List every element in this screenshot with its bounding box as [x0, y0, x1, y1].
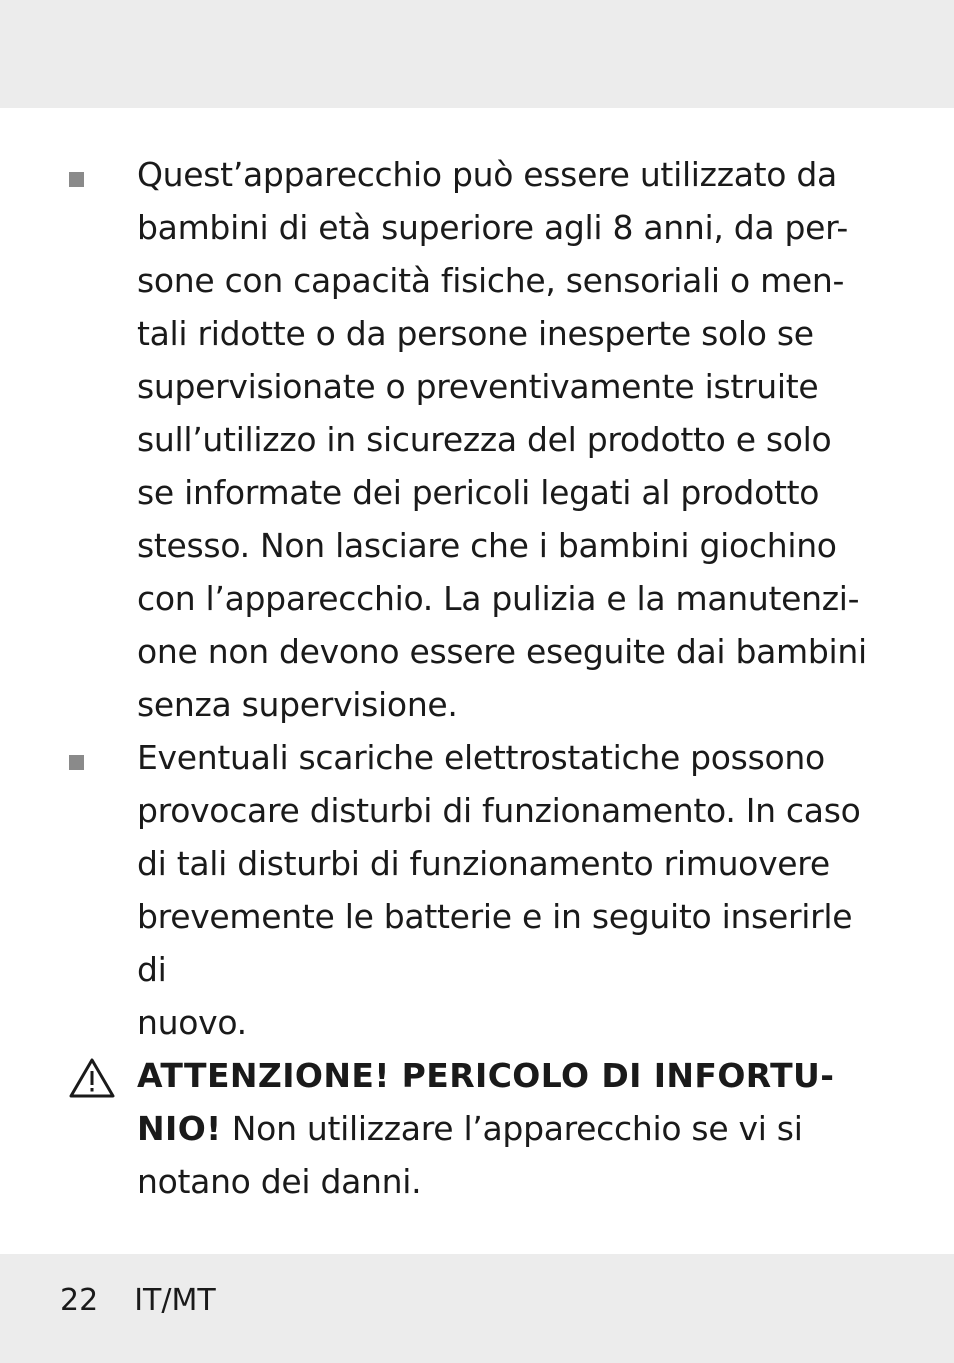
- page-number: 22: [60, 1283, 99, 1318]
- square-bullet-icon: [69, 755, 84, 770]
- language-code: IT/MT: [134, 1283, 216, 1318]
- warning-title-end: NIO!: [137, 1109, 222, 1148]
- item-line: nuovo.: [137, 1003, 247, 1042]
- item-line: stesso. Non lasciare che i bambini giochino: [137, 526, 837, 565]
- warning-item: [0, 1049, 885, 1208]
- warning-line: [137, 1102, 885, 1155]
- item-line: tali ridotte o da persone inesperte solo se: [137, 314, 814, 353]
- warning-title: ATTENZIONE! PERICOLO DI INFORTU-: [137, 1056, 835, 1095]
- item-line: con l’apparecchio. La pulizia e la manutenzi-: [137, 579, 860, 618]
- warning-text: Non utilizzare l’apparecchio se vi si: [221, 1109, 803, 1148]
- item-line: bambini di età superiore agli 8 anni, da per-: [137, 208, 848, 247]
- list-item: [0, 148, 885, 731]
- item-line: se informate dei pericoli legati al prodotto: [137, 473, 820, 512]
- item-line: provocare disturbi di funzionamento. In caso: [137, 791, 861, 830]
- item-line: senza supervisione.: [137, 685, 458, 724]
- item-line: Eventuali scariche elettrostatiche possono: [137, 738, 825, 777]
- item-line: sone con capacità fisiche, sensoriali o men-: [137, 261, 845, 300]
- item-line: one non devono essere eseguite dai bambini: [137, 632, 867, 671]
- header-band: [0, 0, 954, 108]
- item-line: brevemente le batterie e in seguito inserirle di: [137, 897, 853, 989]
- square-bullet-icon: [69, 172, 84, 187]
- item-line: di tali disturbi di funzionamento rimuovere: [137, 844, 830, 883]
- item-line: Quest’apparecchio può essere utilizzato da: [137, 155, 837, 194]
- item-line: sull’utilizzo in sicurezza del prodotto e solo: [137, 420, 832, 459]
- page-footer: [60, 1281, 216, 1321]
- page-content: [0, 148, 954, 1208]
- warning-triangle-icon: [68, 1057, 116, 1099]
- warning-line: notano dei danni.: [137, 1162, 422, 1201]
- list-item: [0, 731, 885, 1049]
- item-line: supervisionate o preventivamente istruite: [137, 367, 819, 406]
